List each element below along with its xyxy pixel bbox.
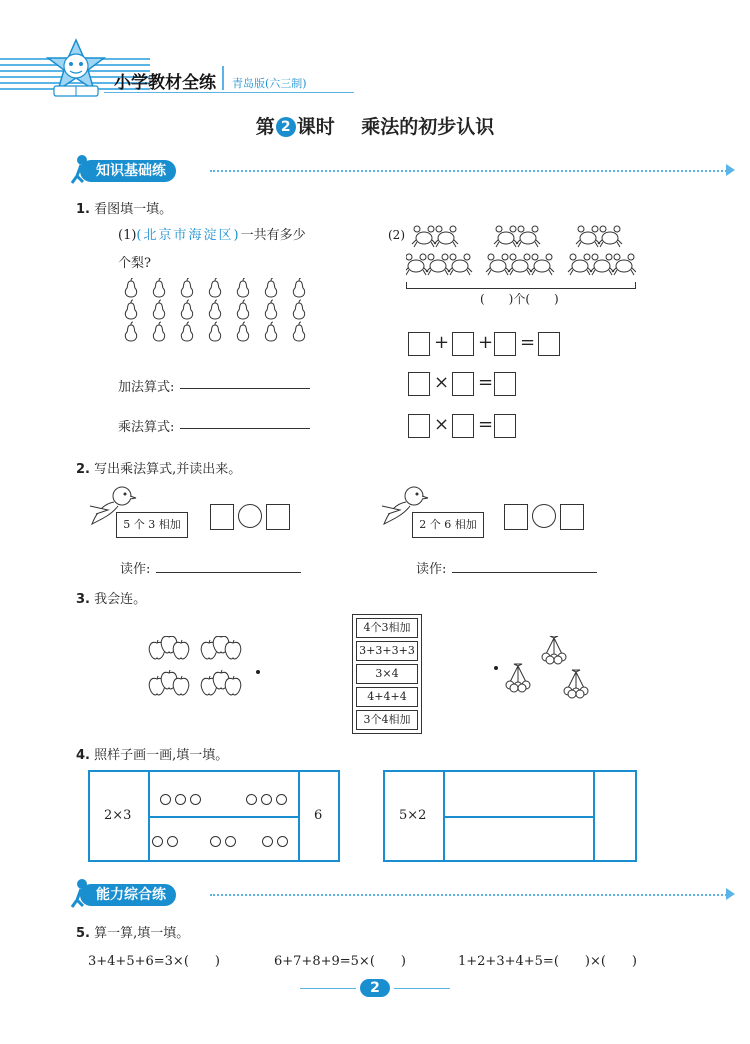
q2b-box-2[interactable] bbox=[560, 504, 584, 530]
apple-icon bbox=[173, 676, 188, 695]
q2b-box-1[interactable] bbox=[504, 504, 528, 530]
cherry-icon bbox=[506, 664, 530, 692]
option-5[interactable]: 3个4相加 bbox=[356, 710, 418, 730]
pear-icon bbox=[293, 278, 304, 297]
crab-icon bbox=[406, 254, 428, 275]
example-divider-2 bbox=[298, 772, 300, 860]
q1-part1-region: (北京市海淀区) bbox=[136, 228, 241, 243]
crab-icon bbox=[494, 226, 518, 247]
q2a-operator-circle[interactable] bbox=[238, 504, 262, 528]
edition-label: 青岛版(六三制) bbox=[232, 77, 307, 90]
q1-part1-text-b: 个梨? bbox=[118, 256, 151, 271]
crab-icon bbox=[434, 226, 458, 247]
arrow-icon bbox=[726, 888, 735, 900]
option-2[interactable]: 3+3+3+3 bbox=[356, 641, 418, 661]
brand-title: 小学教材全练 bbox=[114, 73, 216, 93]
crab-icon bbox=[516, 226, 540, 247]
pear-icon bbox=[209, 300, 220, 319]
example-row2-group-1 bbox=[152, 832, 182, 851]
eq-add-plus-2: + bbox=[478, 332, 494, 353]
section-ability-label: 能力综合练 bbox=[80, 884, 176, 906]
pear-icon bbox=[265, 278, 276, 297]
eq-mul1-box-1[interactable] bbox=[408, 372, 430, 396]
example-mid-rule bbox=[148, 816, 298, 818]
pear-pictogram bbox=[124, 278, 324, 348]
crab-brace bbox=[406, 282, 636, 289]
pear-icon bbox=[265, 322, 276, 341]
pear-icon bbox=[181, 300, 192, 319]
lesson-topic: 乘法的初步认识 bbox=[361, 116, 495, 138]
q5-heading bbox=[76, 922, 189, 941]
apple-group bbox=[148, 636, 248, 706]
crab-icon bbox=[426, 254, 450, 275]
eq-add-box-1[interactable] bbox=[408, 332, 430, 356]
pear-icon bbox=[181, 322, 192, 341]
q2-text: 写出乘法算式,并读出来。 bbox=[94, 462, 242, 477]
q1-text: 看图填一填。 bbox=[94, 202, 173, 217]
lesson-suffix: 课时 bbox=[296, 116, 335, 138]
cherry-icon bbox=[542, 636, 566, 664]
task-result-cell[interactable] bbox=[596, 774, 632, 856]
pear-icon bbox=[237, 300, 248, 319]
eq-add-box-3[interactable] bbox=[494, 332, 516, 356]
apple-connect-dot[interactable] bbox=[256, 670, 260, 674]
pear-icon bbox=[293, 322, 304, 341]
task-draw-area-1[interactable] bbox=[445, 774, 591, 814]
q3-number: 3. bbox=[76, 592, 90, 607]
crab-icon bbox=[486, 254, 510, 275]
cherry-icon bbox=[564, 670, 588, 698]
q2a-box-2[interactable] bbox=[266, 504, 290, 530]
q2-card-b: 2 个 6 相加 bbox=[412, 512, 484, 538]
pear-icon bbox=[209, 278, 220, 297]
pear-icon bbox=[153, 322, 164, 341]
q3-heading bbox=[76, 588, 146, 607]
eq-mul1-result[interactable] bbox=[494, 372, 516, 396]
eq-add-equals: = bbox=[520, 332, 536, 353]
footer-line-right bbox=[394, 988, 450, 989]
q5-equation-1[interactable]: 3+4+5+6=3×( ) bbox=[88, 954, 220, 969]
example-row1-group-2 bbox=[246, 790, 291, 809]
task-divider-2 bbox=[593, 772, 595, 860]
eq-mul1-equals: = bbox=[478, 372, 494, 393]
eq-add-result[interactable] bbox=[538, 332, 560, 356]
crab-icon bbox=[412, 226, 436, 247]
example-row2-group-3 bbox=[262, 832, 292, 851]
eq-mul2-times: × bbox=[434, 414, 450, 435]
pear-icon bbox=[293, 300, 304, 319]
pear-icon bbox=[125, 322, 136, 341]
header bbox=[0, 0, 750, 100]
q2a-read-line[interactable] bbox=[156, 572, 301, 573]
dotted-rule bbox=[210, 170, 730, 172]
arrow-icon bbox=[726, 164, 735, 176]
q1-mul-label: 乘法算式: bbox=[118, 420, 175, 435]
task-draw-area-2[interactable] bbox=[445, 819, 591, 857]
example-table bbox=[88, 770, 340, 862]
q5-equation-3[interactable]: 1+2+3+4+5=( )×( ) bbox=[458, 954, 637, 969]
q1-heading bbox=[76, 198, 172, 217]
crab-icon bbox=[568, 254, 592, 275]
option-1[interactable]: 4个3相加 bbox=[356, 618, 418, 638]
q4-number: 4. bbox=[76, 748, 90, 763]
q1-part2-caption: ( )个( ) bbox=[480, 292, 559, 306]
option-4[interactable]: 4+4+4 bbox=[356, 687, 418, 707]
crab-icon bbox=[598, 226, 622, 247]
section-banner-basic bbox=[60, 158, 750, 184]
crab-icon bbox=[530, 254, 554, 275]
example-expression: 2×3 bbox=[104, 808, 132, 823]
eq-mul2-result[interactable] bbox=[494, 414, 516, 438]
header-underline bbox=[104, 92, 354, 93]
dotted-rule bbox=[210, 894, 730, 896]
example-result: 6 bbox=[314, 808, 323, 823]
mascot-icon bbox=[40, 38, 112, 100]
crab-groups bbox=[406, 222, 636, 286]
q5-number: 5. bbox=[76, 926, 90, 941]
pear-icon bbox=[181, 278, 192, 297]
crab-icon bbox=[576, 226, 600, 247]
task-table bbox=[383, 770, 637, 862]
section-banner-ability bbox=[60, 882, 750, 908]
eq-mul2-box-2[interactable] bbox=[452, 414, 474, 438]
task-mid-rule bbox=[443, 816, 593, 818]
q3-text: 我会连。 bbox=[94, 592, 147, 607]
eq-mul2-box-1[interactable] bbox=[408, 414, 430, 438]
apple-pictogram bbox=[148, 636, 248, 706]
eq-mul1-box-2[interactable] bbox=[452, 372, 474, 396]
crab-icon bbox=[612, 254, 636, 275]
page-number: 2 bbox=[360, 979, 390, 997]
crab-icon bbox=[448, 254, 472, 275]
q1-part1-label: (1) bbox=[118, 228, 137, 243]
q1-part2-label: (2) bbox=[388, 228, 405, 242]
q1-mul-answer-line[interactable] bbox=[180, 428, 310, 429]
cherry-connect-dot[interactable] bbox=[494, 666, 498, 670]
q1-add-answer-line[interactable] bbox=[180, 388, 310, 389]
q2b-operator-circle[interactable] bbox=[532, 504, 556, 528]
pear-icon bbox=[153, 278, 164, 297]
task-expression: 5×2 bbox=[399, 808, 427, 823]
apple-icon bbox=[173, 640, 188, 659]
q1-part1-prompt bbox=[118, 224, 306, 243]
q1-part1-text-a: 一共有多少 bbox=[240, 228, 306, 243]
q1-number: 1. bbox=[76, 202, 90, 217]
q5-equation-2[interactable]: 6+7+8+9=5×( ) bbox=[274, 954, 406, 969]
header-divider bbox=[222, 66, 224, 90]
pear-icon bbox=[153, 300, 164, 319]
q2-number: 2. bbox=[76, 462, 90, 477]
q1-add-label: 加法算式: bbox=[118, 380, 175, 395]
eq-mul1-times: × bbox=[434, 372, 450, 393]
pears bbox=[124, 278, 324, 348]
lesson-number-badge: 2 bbox=[276, 117, 296, 137]
example-row2-group-2 bbox=[210, 832, 240, 851]
q4-heading bbox=[76, 744, 228, 763]
pear-icon bbox=[265, 300, 276, 319]
cherry-group bbox=[504, 636, 604, 700]
pear-icon bbox=[237, 322, 248, 341]
eq-add-box-2[interactable] bbox=[452, 332, 474, 356]
pear-icon bbox=[125, 300, 136, 319]
apple-icon bbox=[225, 640, 240, 659]
q2-heading bbox=[76, 458, 241, 477]
q2b-read-line[interactable] bbox=[452, 572, 597, 573]
eq-add-plus-1: + bbox=[434, 332, 450, 353]
option-3[interactable]: 3×4 bbox=[356, 664, 418, 684]
q2a-read-label: 读作: bbox=[120, 562, 151, 577]
eq-mul2-equals: = bbox=[478, 414, 494, 435]
q4-text: 照样子画一画,填一填。 bbox=[94, 748, 229, 763]
q5-text: 算一算,填一填。 bbox=[94, 926, 190, 941]
cherry-pictogram bbox=[504, 636, 604, 700]
section-basic-label: 知识基础练 bbox=[80, 160, 176, 182]
pear-icon bbox=[125, 278, 136, 297]
pear-icon bbox=[209, 322, 220, 341]
crab-icon bbox=[590, 254, 614, 275]
footer-line-left bbox=[300, 988, 356, 989]
apple-icon bbox=[225, 676, 240, 695]
q2a-box-1[interactable] bbox=[210, 504, 234, 530]
lesson-title bbox=[0, 112, 750, 139]
crab-pictogram bbox=[406, 222, 636, 286]
crab-icon bbox=[508, 254, 532, 275]
q2b-read-label: 读作: bbox=[416, 562, 447, 577]
lesson-prefix: 第 bbox=[255, 116, 275, 138]
pear-icon bbox=[237, 278, 248, 297]
q2-card-a: 5 个 3 相加 bbox=[116, 512, 188, 538]
example-row1-group-1 bbox=[160, 790, 205, 809]
